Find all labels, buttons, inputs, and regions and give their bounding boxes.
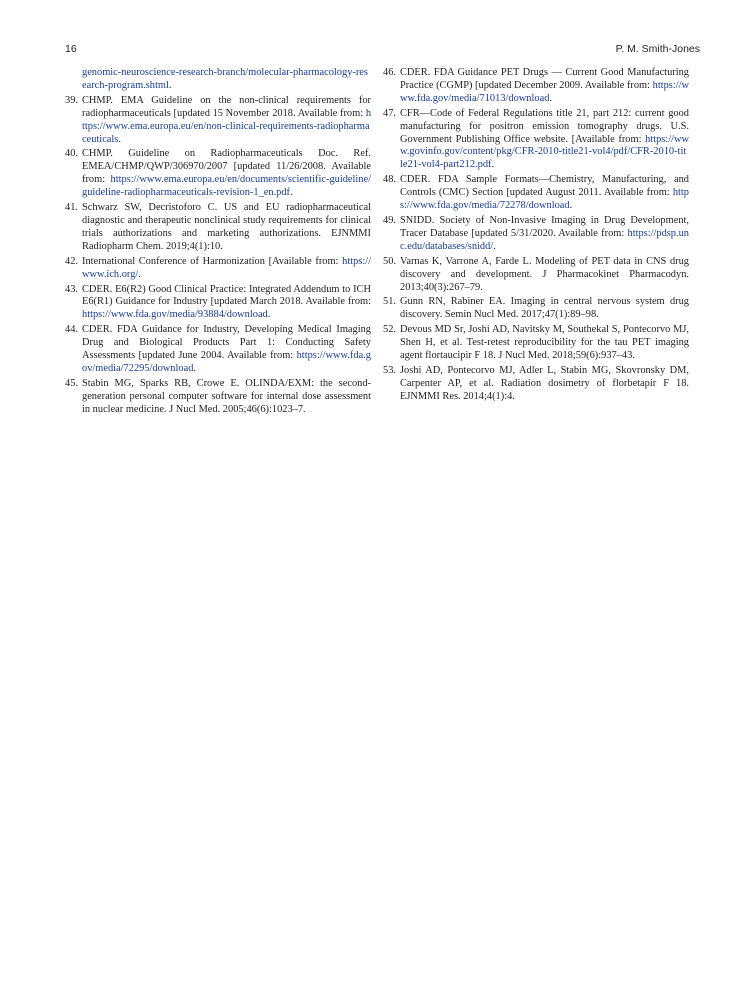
reference-number: 44. [65,324,78,336]
reference-text: CDER. FDA Guidance for Industry, Developing Medical Imaging Drug and Biological Products Part 1: Conducting Safety Assessments [updated June 2004. Available from: [82,324,371,362]
reference-tail: . [569,200,573,212]
reference-number: 43. [65,283,78,295]
reference-item [383,67,689,106]
reference-item [383,296,689,322]
reference-tail: . [138,268,141,280]
reference-text: SNIDD. Society of Non-Invasive Imaging in Drug Development, Tracer Database [updated 5/31/2020. Available from: [400,214,689,239]
reference-number: 40. [65,148,78,160]
reference-text: CHMP. Guideline on Radiopharmaceuticals Doc. Ref. EMEA/CHMP/QWP/306970/2007 [updated 11/26/2008. Available from: [82,148,371,186]
reference-text: CDER. E6(R2) Good Clinical Practice: Integrated Addendum to ICH E6(R1) Guidance for Industry [updated March 2018. Available from: [82,283,371,308]
page-header [65,43,700,59]
page-number: 16 [65,43,77,55]
reference-number: 42. [65,255,78,267]
reference-number: 47. [383,107,396,119]
reference-text: Stabin MG, Sparks RB, Crowe E. OLINDA/EXM: the second-generation personal computer software for internal dose assessment in nuclear medicine. J Nucl Med. 2005;46(6):1023–7. [82,377,371,415]
reference-text: Varnas K, Varrone A, Farde L. Modeling of PET data in CNS drug discovery and development. J Pharmacokinet Pharmacodyn. 2013;40(3):267–79. [400,255,689,293]
reference-number: 39. [65,94,78,106]
reference-tail: . [493,240,496,252]
reference-item [65,284,371,323]
reference-tail: . [549,92,552,104]
reference-text: CFR—Code of Federal Regulations title 21, part 212: current good manufacturing for positron emission tomography drugs. U.S. Government Publishing Office website. [Available from: [400,107,689,145]
reference-tail: . [118,133,121,145]
reference-link[interactable]: https://www.ema.europa.eu/en/non-clinical-requirements-radiopharmaceuticals [82,107,372,145]
reference-number: 45. [65,377,78,389]
reference-item [383,256,689,295]
reference-link[interactable]: https://www.govinfo.gov/content/pkg/CFR-2010-title21-vol4/pdf/CFR-2010-title21-vol4-part212.pdf [400,133,690,171]
reference-text: CDER. FDA Guidance PET Drugs — Current Good Manufacturing Practice (CGMP) [updated December 2009. Available from: [400,67,689,91]
reference-number: 51. [383,296,396,308]
reference-link[interactable]: genomic-neuroscience-research-branch/molecular-pharmacology-research-program.shtml [82,67,368,91]
reference-link[interactable]: https://www.fda.gov/media/72295/download [82,350,371,374]
reference-text: CDER. FDA Sample Formats—Chemistry, Manufacturing, and Controls (CMC) Section [updated August 2011. Available from: [400,174,689,199]
reference-link[interactable]: https://www.fda.gov/media/72278/download [400,187,689,212]
reference-item [383,108,689,173]
left-column [65,67,371,419]
reference-number: 49. [383,214,396,226]
reference-number: 52. [383,324,396,336]
right-column [383,67,689,406]
reference-tail: . [290,187,293,199]
reference-tail: . [267,309,271,321]
reference-link[interactable]: https://pdsp.unc.edu/databases/snidd/ [400,227,689,252]
running-author: P. M. Smith-Jones [615,43,700,55]
reference-tail: . [193,362,197,374]
reference-item [65,256,371,282]
reference-item [65,324,371,376]
reference-text: Gunn RN, Rabiner EA. Imaging in central nervous system drug discovery. Semin Nucl Med. 2017;47(1):89–98. [400,296,689,321]
reference-link[interactable]: https://www.ema.europa.eu/en/documents/scientific-guideline/guideline-radiopharmaceuticals-revision-1_en.pdf [82,174,371,199]
reference-link[interactable]: https://www.ich.org/ [82,255,371,280]
reference-item [383,215,689,254]
reference-item [65,378,371,417]
reference-item [383,365,689,404]
reference-number: 48. [383,174,396,186]
reference-link[interactable]: https://www.fda.gov/media/71013/download [400,79,689,104]
reference-text: Devous MD Sr, Joshi AD, Navitsky M, Southekal S, Pontecorvo MJ, Shen H, et al. Test-retest reproducibility for the tau PET imaging agent flortaucipir F 18. J Nucl Med. 2018;59(6):937–43. [400,324,689,362]
reference-number: 46. [383,67,396,78]
reference-number: 50. [383,255,396,267]
reference-item [383,324,689,363]
reference-text: Joshi AD, Pontecorvo MJ, Adler L, Stabin MG, Skovronsky DM, Carpenter AP, et al. Radiation dosimetry of florbetapir F 18. EJNMMI Res. 2014;4(1):4. [400,364,689,402]
reference-item [65,148,371,200]
reference-text: International Conference of Harmonization [Available from: [82,255,339,267]
reference-continuation [65,67,371,93]
reference-link[interactable]: https://www.fda.gov/media/93884/download [82,309,268,321]
reference-text: Schwarz SW, Decristoforo C. US and EU radiopharmaceutical diagnostic and therapeutic nonclinical study requirements for clinical trials authorizations and marketing authorizations. EJNMMI Radiopharm Chem. 2019;4(1):10. [82,202,371,252]
reference-text: CHMP. EMA Guideline on the non-clinical requirements for radiopharmaceuticals [updated 15 November 2018. Available from: [82,94,371,119]
reference-item [65,202,371,254]
reference-number: 53. [383,364,396,376]
reference-item [65,95,371,147]
reference-item [383,174,689,213]
reference-tail: . [168,79,172,91]
reference-number: 41. [65,202,78,214]
reference-tail: . [491,159,495,171]
